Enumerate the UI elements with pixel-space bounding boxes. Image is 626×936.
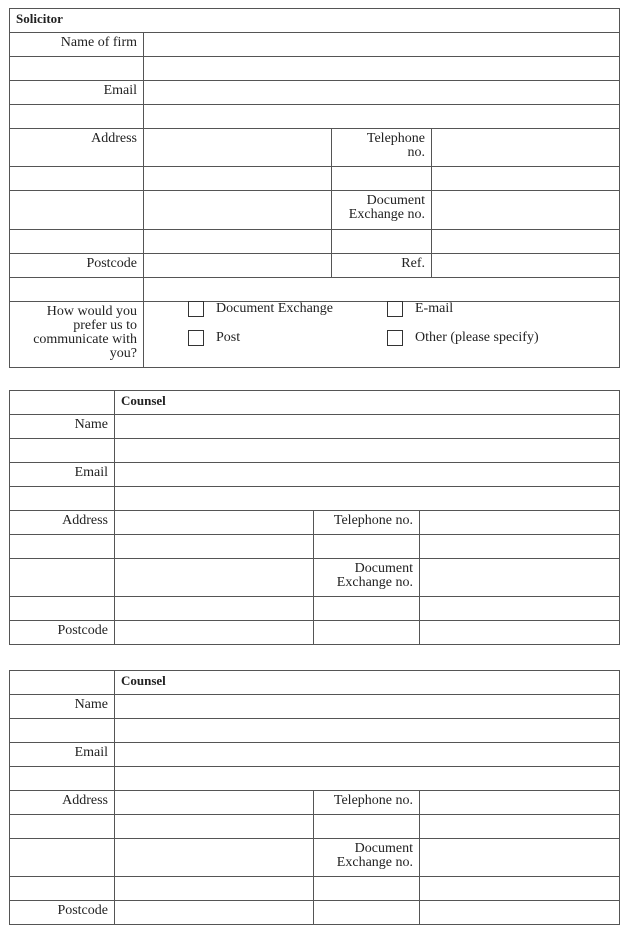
document-exchange-option-label: Document Exchange xyxy=(216,301,334,316)
option-email[interactable] xyxy=(387,301,453,317)
blank-label-cell xyxy=(10,391,115,415)
counsel-address-field-line3[interactable] xyxy=(115,559,314,597)
counsel-email-field-line2[interactable] xyxy=(115,767,620,791)
blank-label-cell xyxy=(10,597,115,621)
address-label: Address xyxy=(10,129,144,167)
counsel-address-label: Address xyxy=(10,511,115,535)
counsel-address-field-line2[interactable] xyxy=(115,815,314,839)
blank-label-cell xyxy=(10,230,144,254)
telephone-label: Telephone no. xyxy=(332,129,432,167)
blank-label-cell xyxy=(10,191,144,230)
blank-label-cell xyxy=(10,439,115,463)
blank-label-cell xyxy=(314,597,420,621)
email-option-label: E-mail xyxy=(415,301,454,316)
blank-label-cell xyxy=(10,487,115,511)
counsel-title: Counsel xyxy=(115,391,620,415)
blank-label-cell xyxy=(314,877,420,901)
document-exchange-field-line2[interactable] xyxy=(432,230,620,254)
counsel-address-label: Address xyxy=(10,791,115,815)
counsel-telephone-field-line2[interactable] xyxy=(420,535,620,559)
ref-label: Ref. xyxy=(332,254,432,278)
counsel-address-field-line4[interactable] xyxy=(115,597,314,621)
counsel-telephone-label: Telephone no. xyxy=(314,511,420,535)
option-document-exchange[interactable] xyxy=(188,301,333,317)
counsel-email-label: Email xyxy=(10,743,115,767)
blank-label-cell xyxy=(10,535,115,559)
telephone-field-line2[interactable] xyxy=(432,167,620,191)
name-of-firm-field-line2[interactable] xyxy=(144,57,620,81)
counsel-address-field-line1[interactable] xyxy=(115,791,314,815)
counsel-title: Counsel xyxy=(115,671,620,695)
address-field-line1[interactable] xyxy=(144,129,332,167)
counsel-email-field[interactable] xyxy=(115,743,620,767)
blank-label-cell xyxy=(10,278,144,302)
counsel-name-field[interactable] xyxy=(115,415,620,439)
post-checkbox[interactable] xyxy=(188,330,204,346)
blank-label-cell xyxy=(10,719,115,743)
blank-label-cell xyxy=(10,671,115,695)
postcode-field-line2[interactable] xyxy=(144,278,620,302)
address-field-line2[interactable] xyxy=(144,167,332,191)
counsel-postcode-label: Postcode xyxy=(10,901,115,925)
blank-label-cell xyxy=(332,230,432,254)
other-option-label: Other (please specify) xyxy=(415,330,539,345)
counsel-address-field-line1[interactable] xyxy=(115,511,314,535)
counsel-email-field-line2[interactable] xyxy=(115,487,620,511)
blank-label-cell xyxy=(10,767,115,791)
address-field-line4[interactable] xyxy=(144,230,332,254)
counsel-address-field-line3[interactable] xyxy=(115,839,314,877)
name-of-firm-label: Name of firm xyxy=(10,33,144,57)
blank-label-cell xyxy=(10,167,144,191)
blank-label-cell xyxy=(314,535,420,559)
name-of-firm-field[interactable] xyxy=(144,33,620,57)
counsel-telephone-field[interactable] xyxy=(420,511,620,535)
post-option-label: Post xyxy=(216,330,241,345)
counsel-postcode-field-extra2[interactable] xyxy=(420,621,620,645)
blank-label-cell xyxy=(10,815,115,839)
solicitor-title: Solicitor xyxy=(10,9,620,33)
option-other[interactable] xyxy=(387,330,539,346)
document-exchange-label: Document Exchange no. xyxy=(332,191,432,230)
counsel-email-label: Email xyxy=(10,463,115,487)
document-exchange-checkbox[interactable] xyxy=(188,301,204,317)
blank-label-cell xyxy=(10,57,144,81)
postcode-field[interactable] xyxy=(144,254,332,278)
email-label: Email xyxy=(10,81,144,105)
counsel-postcode-field[interactable] xyxy=(115,621,314,645)
blank-label-cell xyxy=(10,559,115,597)
counsel-document-exchange-field[interactable] xyxy=(420,839,620,877)
email-field[interactable] xyxy=(144,81,620,105)
counsel-name-field-line2[interactable] xyxy=(115,719,620,743)
counsel-telephone-field[interactable] xyxy=(420,791,620,815)
address-field-line3[interactable] xyxy=(144,191,332,230)
document-exchange-field[interactable] xyxy=(432,191,620,230)
counsel-name-field-line2[interactable] xyxy=(115,439,620,463)
counsel-telephone-field-line2[interactable] xyxy=(420,815,620,839)
counsel-postcode-field-extra[interactable] xyxy=(314,621,420,645)
counsel-name-field[interactable] xyxy=(115,695,620,719)
telephone-field[interactable] xyxy=(432,129,620,167)
counsel-email-field[interactable] xyxy=(115,463,620,487)
blank-label-cell xyxy=(314,815,420,839)
counsel-name-label: Name xyxy=(10,695,115,719)
option-post[interactable] xyxy=(188,330,240,346)
counsel-document-exchange-label: Document Exchange no. xyxy=(314,839,420,877)
counsel-address-field-line2[interactable] xyxy=(115,535,314,559)
email-checkbox[interactable] xyxy=(387,301,403,317)
other-checkbox[interactable] xyxy=(387,330,403,346)
counsel-address-field-line4[interactable] xyxy=(115,877,314,901)
counsel-postcode-label: Postcode xyxy=(10,621,115,645)
ref-field[interactable] xyxy=(432,254,620,278)
counsel-document-exchange-label: Document Exchange no. xyxy=(314,559,420,597)
blank-label-cell xyxy=(332,167,432,191)
counsel-postcode-field[interactable] xyxy=(115,901,314,925)
counsel-postcode-field-extra2[interactable] xyxy=(420,901,620,925)
counsel-postcode-field-extra[interactable] xyxy=(314,901,420,925)
counsel-name-label: Name xyxy=(10,415,115,439)
email-field-line2[interactable] xyxy=(144,105,620,129)
blank-label-cell xyxy=(10,877,115,901)
blank-label-cell xyxy=(10,839,115,877)
blank-label-cell xyxy=(10,105,144,129)
counsel-section-2 xyxy=(9,670,620,925)
counsel-document-exchange-field-line2[interactable] xyxy=(420,597,620,621)
counsel-document-exchange-field-line2[interactable] xyxy=(420,877,620,901)
counsel-telephone-label: Telephone no. xyxy=(314,791,420,815)
counsel-section-1 xyxy=(9,390,620,645)
postcode-label: Postcode xyxy=(10,254,144,278)
communicate-question: How would you prefer us to communicate with you? xyxy=(10,302,144,368)
counsel-document-exchange-field[interactable] xyxy=(420,559,620,597)
